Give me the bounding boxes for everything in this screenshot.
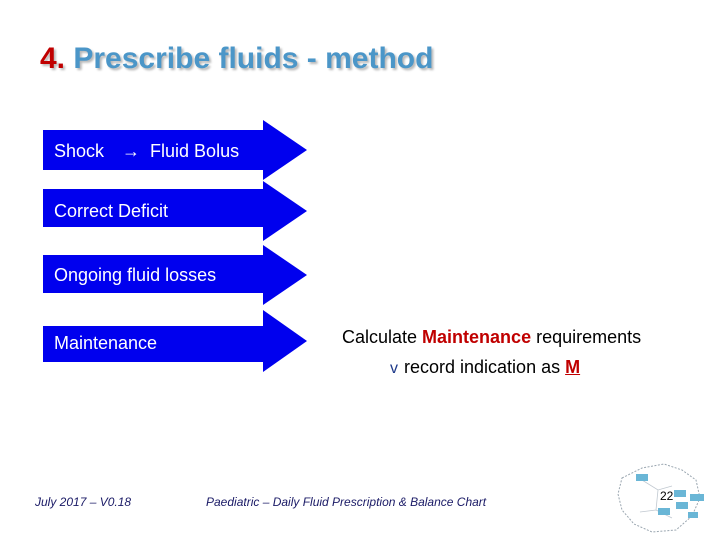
slide-title <box>40 42 433 76</box>
title-number: 4. <box>40 42 66 75</box>
arrow-maintenance-label: Maintenance <box>54 333 158 353</box>
arrow-ongoing-losses-label: Ongoing fluid losses <box>54 265 217 285</box>
page-number: 22 <box>660 489 674 503</box>
arrow-correct-deficit-label: Correct Deficit <box>54 201 169 221</box>
note-line-2: v record indication as M <box>390 357 581 377</box>
footer-date: July 2017 – V0.18 <box>35 495 132 509</box>
diamond-bullet-icon: v <box>390 360 398 377</box>
title-text: Prescribe fluids - method <box>65 42 434 75</box>
note-line-1: Calculate Maintenance requirements <box>342 327 642 347</box>
arrow-shock-label: Shock → Fluid Bolus <box>54 141 240 161</box>
footer-title: Paediatric – Daily Fluid Prescription & Balance Chart <box>206 495 487 509</box>
maintenance-note <box>342 322 641 384</box>
